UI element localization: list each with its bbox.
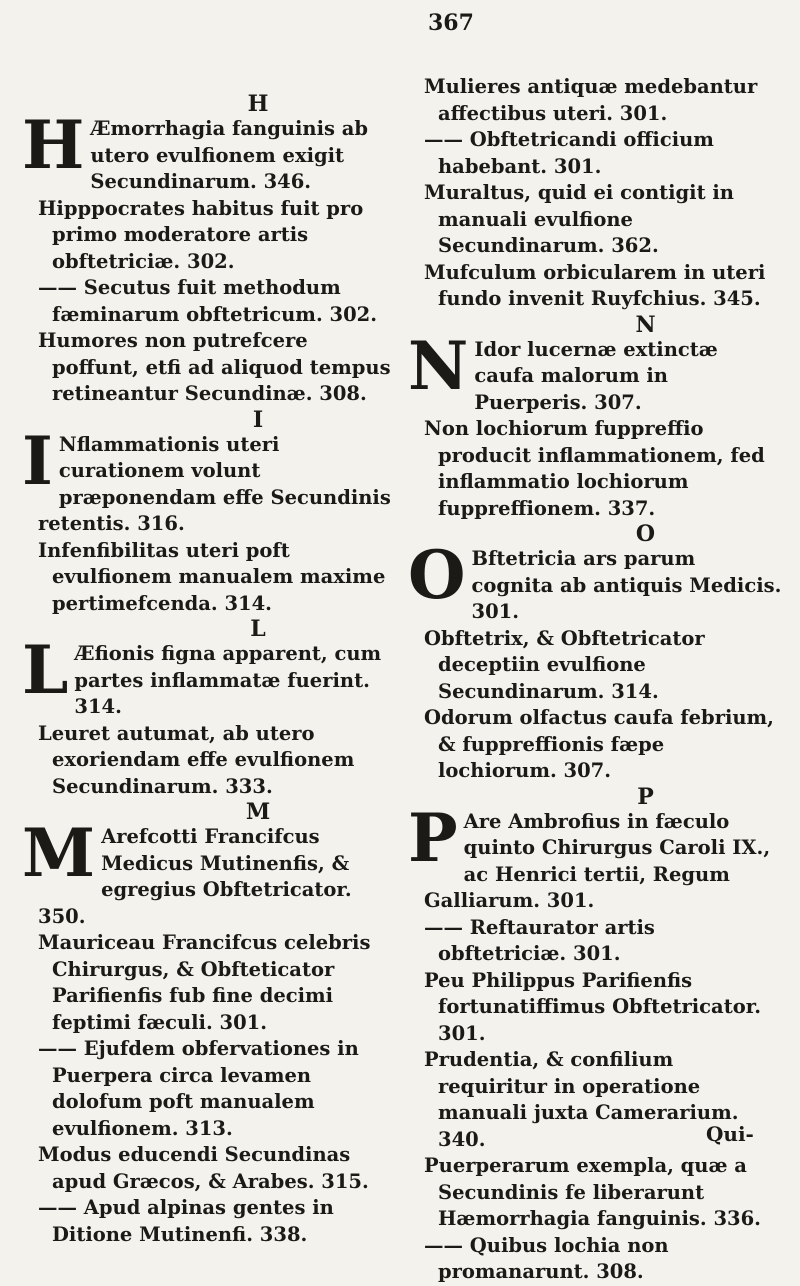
index-entry xyxy=(22,814,394,930)
entry-text: Leuret autumat, ab utero exoriendam effe evulfionem Secundinarum. 333. xyxy=(38,721,355,798)
entry-text: Are Ambrofius in fæculo quinto Chirurgus Caroli IX., ac Henrici tertii, Regum Galliarum. 301. xyxy=(424,809,771,912)
left-column xyxy=(22,0,394,1248)
index-entry xyxy=(408,127,783,180)
right-column xyxy=(408,0,783,1286)
section-letter: O xyxy=(635,521,656,547)
index-entry xyxy=(22,721,394,801)
index-entry xyxy=(22,1142,394,1195)
entry-text: Æfionis figna apparent, cum partes inflammatæ fuerint. 314. xyxy=(74,642,382,718)
entry-text: Hipppocrates habitus fuit pro primo moderatore artis obftetriciæ. 302. xyxy=(38,196,364,273)
drop-cap: P xyxy=(408,798,458,877)
section-letter: M xyxy=(245,799,271,825)
index-entry xyxy=(22,275,394,328)
index-entry xyxy=(408,180,783,260)
entry-text: Idor lucernæ extinctæ caufa malorum in Puerperis. 307. xyxy=(474,337,718,414)
entry-text: Odorum olfactus caufa febrium, & fuppreffionis fæpe lochiorum. 307. xyxy=(424,706,774,782)
index-entry xyxy=(22,930,394,1036)
entry-text: Prudentia, & confilium requiritur in operatione manuali juxta Camerarium. 340. xyxy=(424,1048,739,1151)
index-entry xyxy=(22,328,394,408)
entry-text: Modus educendi Secundinas apud Græcos, & Arabes. 315. xyxy=(38,1143,369,1193)
entry-text: Mufculum orbicularem in uteri fundo invenit Ruyfchius. 345. xyxy=(424,260,766,310)
entry-text: —— Reftaurator artis obftetriciæ. 301. xyxy=(424,915,655,965)
section-letter: N xyxy=(635,311,656,338)
index-entry xyxy=(408,705,783,785)
entry-text: —— Apud alpinas gentes in Ditione Mutinenfi. 338. xyxy=(38,1196,334,1246)
entry-text: —— Secutus fuit methodum fæminarum obftetricum. 302. xyxy=(38,276,378,326)
drop-cap: O xyxy=(408,536,466,614)
index-entry xyxy=(408,798,783,915)
drop-cap: M xyxy=(22,814,96,892)
index-entry xyxy=(22,1195,394,1248)
index-entry xyxy=(22,421,394,538)
entry-text: —— Ejufdem obfervationes in Puerpera circa levamen dolofum poft manualem evulfionem. 313. xyxy=(38,1037,359,1140)
index-entry xyxy=(22,106,394,196)
entry-text: Obftetrix, & Obftetricator deceptiin evulfione Secundinarum. 314. xyxy=(424,626,705,703)
catchword: Qui- xyxy=(706,1122,754,1146)
index-entry xyxy=(408,915,783,968)
index-entry xyxy=(22,196,394,276)
entry-text: Humores non putrefcere poffunt, etfi ad aliquod tempus retineantur Secundinæ. 308. xyxy=(38,329,391,405)
drop-cap: L xyxy=(22,631,69,709)
entry-text: Nflammationis uteri curationem volunt præponendam effe Secundinis retentis. 316. xyxy=(38,432,391,535)
index-entry xyxy=(408,74,783,127)
entry-text: Muraltus, quid ei contigit in manuali evulfione Secundinarum. 362. xyxy=(424,181,734,257)
section-letter: L xyxy=(250,616,266,642)
section-letter: P xyxy=(637,783,654,810)
index-entry xyxy=(22,1036,394,1142)
entry-text: Non lochiorum fuppreffio producit inflammationem, fed inflammatio lochiorum fuppreffionem. 337. xyxy=(424,417,765,520)
index-entry xyxy=(408,1153,783,1233)
section-letter: I xyxy=(252,406,264,433)
index-entry xyxy=(408,536,783,626)
entry-text: —— Obftetricandi officium habebant. 301. xyxy=(424,128,714,178)
entry-text: Puerperarum exempla, quæ a Secundinis fe liberarunt Hæmorrhagia fanguinis. 336. xyxy=(424,1154,761,1230)
index-entry xyxy=(408,1233,783,1286)
entry-text: Bftetricia ars parum cognita ab antiquis Medicis. 301. xyxy=(471,547,782,623)
index-entry xyxy=(408,626,783,706)
index-entry xyxy=(408,260,783,313)
index-entry xyxy=(408,416,783,522)
index-entry xyxy=(22,631,394,721)
entry-text: Mulieres antiquæ medebantur affectibus uteri. 301. xyxy=(424,75,758,125)
entry-text: Arefcotti Francifcus Medicus Mutinenfis, & egregius Obftetricator. 350. xyxy=(38,825,352,928)
drop-cap: I xyxy=(22,421,53,500)
drop-cap: H xyxy=(22,106,85,184)
entry-text: Mauriceau Francifcus celebris Chirurgus, & Obfteticator Parifienfis fub fine decimi feptimi fæculi. 301. xyxy=(38,931,371,1034)
index-entry xyxy=(408,326,783,417)
entry-text: Infenfibilitas uteri poft evulfionem manualem maxime pertimefcenda. 314. xyxy=(38,538,386,615)
entry-text: Æmorrhagia fanguinis ab utero evulfionem exigit Secundinarum. 346. xyxy=(90,117,369,193)
drop-cap: N xyxy=(408,326,469,405)
index-entry xyxy=(22,538,394,618)
section-letter: H xyxy=(247,91,269,117)
entry-text: Peu Philippus Parifienfis fortunatiffimus Obftetricator. 301. xyxy=(424,968,761,1045)
index-entry xyxy=(408,968,783,1048)
page-number: 367 xyxy=(428,10,474,36)
entry-text: —— Quibus lochia non promanarunt. 308. xyxy=(424,1233,669,1283)
